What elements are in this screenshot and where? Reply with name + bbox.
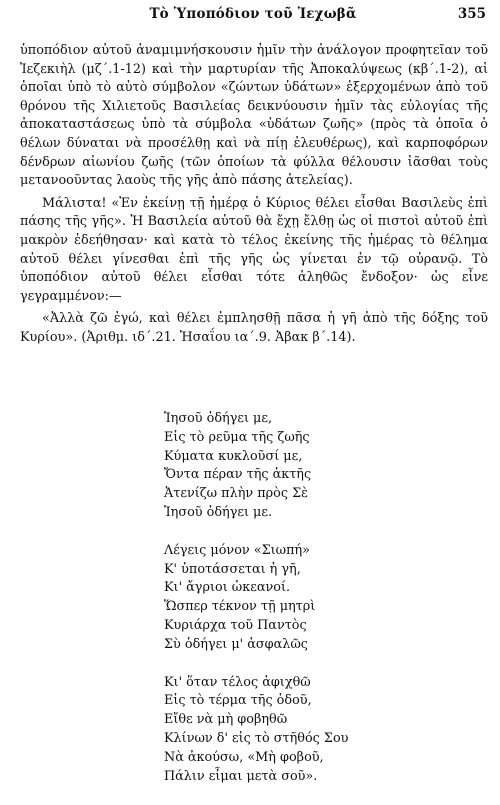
verse-line: Κι' ἄγριοι ὠκεανοί. [164,580,291,596]
paragraph: Μάλιστα! «Ἐν ἐκείνῃ τῇ ἡμέρᾳ ὁ Κύριος θέλει εἶσθαι Βασιλεὺς ἐπὶ πάσης τῆς γῆς». Ἡ Βασιλεία αὐτοῦ θὰ ἔχῃ ἔλθῃ ὡς οἱ πιστοὶ αὐτοῦ ἐπὶ μακρὸν ἐδεήθησαν· καὶ κατὰ τὸ τέλος ἐκείνης τῆς ἡμέρας τὸ θέλημα αὐτοῦ θέλει γίνεσθαι ἐπὶ τῆς γῆς ὡς γίνεται ἐν τῷ οὐρανῷ. Τὸ ὑποπόδιον αὐτοῦ θέλει εἶσθαι τότε ἀληθῶς ἔνδοξον· ὡς εἶνε γεγραμμένον:— [20,195,488,304]
hymn [164,410,348,805]
verse-line: Εἰς τὸ ρεῦμα τῆς ζωῆς [164,429,310,445]
verse-line: Πάλιν εἶμαι μετὰ σοῦ». [164,768,318,784]
scripture-quote: «Ἀλλὰ ζῶ ἐγώ, καὶ θέλει ἐμπλησθῇ πᾶσα ἡ γῆ ἀπὸ τῆς δόξης τοῦ Κυρίου». (Ἀριθμ. ιδ΄.21. Ἠσαΐου ια΄.9. Ἀβακ β΄.14). [20,311,488,345]
verse-line: Νὰ ἀκούσω, «Μὴ φοβοῦ, [164,749,324,765]
page-header [20,6,486,26]
verse-line: Κυριάρχα τοῦ Παντὸς [164,617,307,633]
paragraph: ὑποπόδιον αὐτοῦ ἀναμιμνήσκουσιν ἡμῖν τὴν ἀνάλογον προφητεῖαν τοῦ Ἰεζεκιὴλ (μζ΄.1-12) καὶ τὴν μαρτυρίαν τῆς Ἀποκαλύψεως (κβ΄.1-2), αἱ ὁποῖαι ὑπὸ τὸ αὐτὸ σύμβολον «ζώντων ὑδάτων» ἐξερχομένων ἀπὸ τοῦ θρόνου τῆς Χιλιετοῦς Βασιλείας δεικνύουσιν ἡμῖν τὰς εὐλογίας τῆς ἀποκαταστάσεως ὑπὸ τὰ σύμβολα «ὑδάτων ζωῆς» (πρὸς τὰ ὁποῖα ὁ θέλων δύναται νὰ προσέλθῃ καὶ νὰ πίῃ ἐλευθέρως), καὶ καρποφόρων δένδρων αἰωνίου ζωῆς (τῶν ὁποίων τὰ φύλλα θέλουσιν ἰᾶσθαι τοὺς μετανοοῦντας λαοὺς τῆς γῆς ἀπὸ πάσης ἀτελείας). [20,43,488,189]
stanza [164,410,348,523]
stanza [164,542,348,655]
stanza [164,674,348,787]
verse-line: Κ' ὑποτάσσεται ἡ γῆ, [164,561,301,577]
verse-line: Κύματα κυκλοῦσί με, [164,448,303,464]
body-text [20,42,488,348]
verse-line: Σὺ ὁδήγει μ' ἀσφαλῶς [164,636,308,652]
verse-line: Ἰησοῦ ὁδήγει με, [164,411,273,426]
verse-line: Εἴθε νὰ μὴ φοβηθῶ [164,712,288,728]
verse-line: Κλίνων δ' εἰς τὸ στῆθός Σου [164,730,349,746]
page-number: 355 [457,6,486,22]
running-title: Τὸ Ὑποπόδιον τοῦ Ἰεχωβᾶ [149,6,357,22]
verse-line: Ὄντα πέραν τῆς ἀκτῆς [164,467,312,483]
verse-line: Κι' ὅταν τέλος ἀφιχθῶ [164,674,311,690]
verse-line: Λέγεις μόνον «Σιωπή» [164,542,310,558]
verse-line: Εἰς τὸ τέρμα τῆς ὁδοῦ, [164,693,312,709]
verse-line: Ἀτενίζω πλὴν πρὸς Σὲ [164,486,309,502]
verse-line: Ὥσπερ τέκνον τῇ μητρὶ [164,599,316,615]
verse-line: Ἰησοῦ ὁδήγει με. [164,504,273,520]
